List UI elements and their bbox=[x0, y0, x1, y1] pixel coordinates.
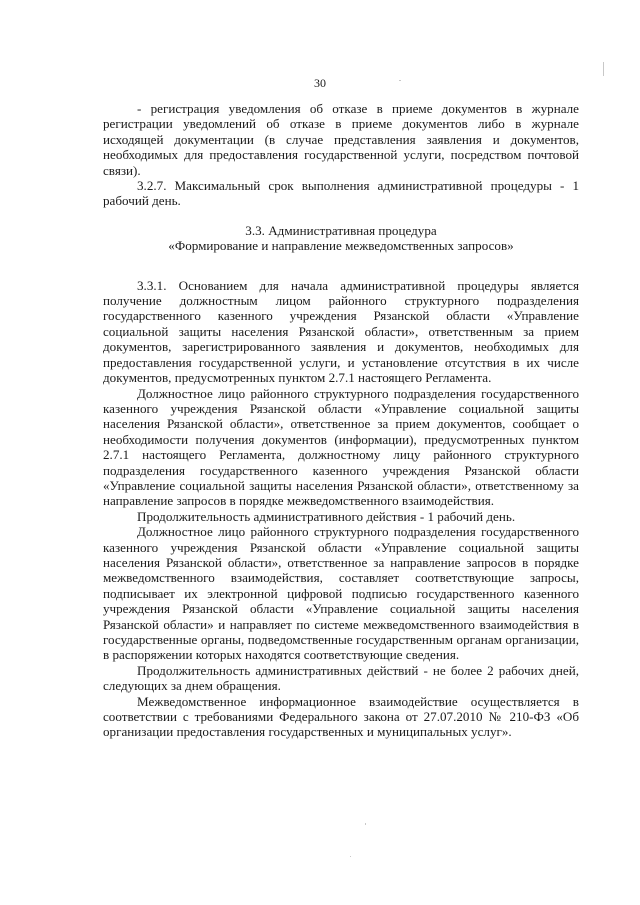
page-number: 30 bbox=[314, 76, 326, 90]
scan-mark bbox=[603, 62, 604, 76]
paragraph-3-2-7: 3.2.7. Максимальный срок выполнения административной процедуры - 1 рабочий день. bbox=[103, 178, 579, 209]
paragraph-registration: - регистрация уведомления об отказе в приеме документов в журнале регистрации уведомлений об отказе в приеме документов либо в журнале исходящей документации (в случае представления заявления и документов, необходимых для предоставления государственной услуги, посредством почтовой связи). bbox=[103, 101, 579, 178]
paragraph-interaction-law: Межведомственное информационное взаимодействие осуществляется в соответствии с требованиями Федерального закона от 27.07.2010 № 210-ФЗ «Об организации предоставления государственных и муниципальных услуг». bbox=[103, 693, 579, 740]
section-heading-number: 3.3. Административная процедура bbox=[245, 222, 437, 238]
scan-mark bbox=[365, 823, 366, 825]
paragraph-duration-2-days: Продолжительность административных действий - не более 2 рабочих дней, следующих за днем обращения. bbox=[103, 662, 579, 694]
scan-mark bbox=[399, 80, 401, 81]
paragraph-official-notifies: Должностное лицо районного структурного подразделения государственного казенного учреждения Рязанской области «Управление социальной защиты населения Рязанской области», ответственное за прием документов, сообщает о необходимости получения документов (информации), предусмотренных пунктом 2.7.1 настоящего Регламента, должностному лицу районного структурного подразделения государственного казенного учреждения Рязанской области «Управление социальной защиты населения Рязанской области», ответственному за направление запросов в порядке межведомственного взаимодействия. bbox=[103, 385, 579, 509]
document-body bbox=[103, 101, 579, 740]
scan-mark bbox=[350, 856, 351, 857]
paragraph-official-requests: Должностное лицо районного структурного подразделения государственного казенного учреждения Рязанской области «Управление социальной защиты населения Рязанской области», ответственное за направление запросов в порядке межведомственного взаимодействия, составляет соответствующие запросы, подписывает их электронной цифровой подписью государственного казенного учреждения Рязанской области «Управление социальной защиты населения Рязанской области» и направляет по системе межведомственного взаимодействия в государственные органы, подведомственные государственным органам организации, в распоряжении которых находятся соответствующие сведения. bbox=[103, 524, 579, 663]
section-heading-title: «Формирование и направление межведомственных запросов» bbox=[168, 238, 514, 254]
paragraph-duration-1-day: Продолжительность административного действия - 1 рабочий день. bbox=[137, 508, 516, 524]
paragraph-3-3-1: 3.3.1. Основанием для начала административной процедуры является получение должностным лицом районного структурного подразделения государственного казенного учреждения Рязанской области «Управление социальной защиты населения Рязанской области», ответственным за прием документов, зарегистрированного заявления и документов, необходимых для предоставления государственной услуги, и установление отсутствия в их числе документов, предусмотренных пунктом 2.7.1 настоящего Регламента. bbox=[103, 277, 579, 386]
